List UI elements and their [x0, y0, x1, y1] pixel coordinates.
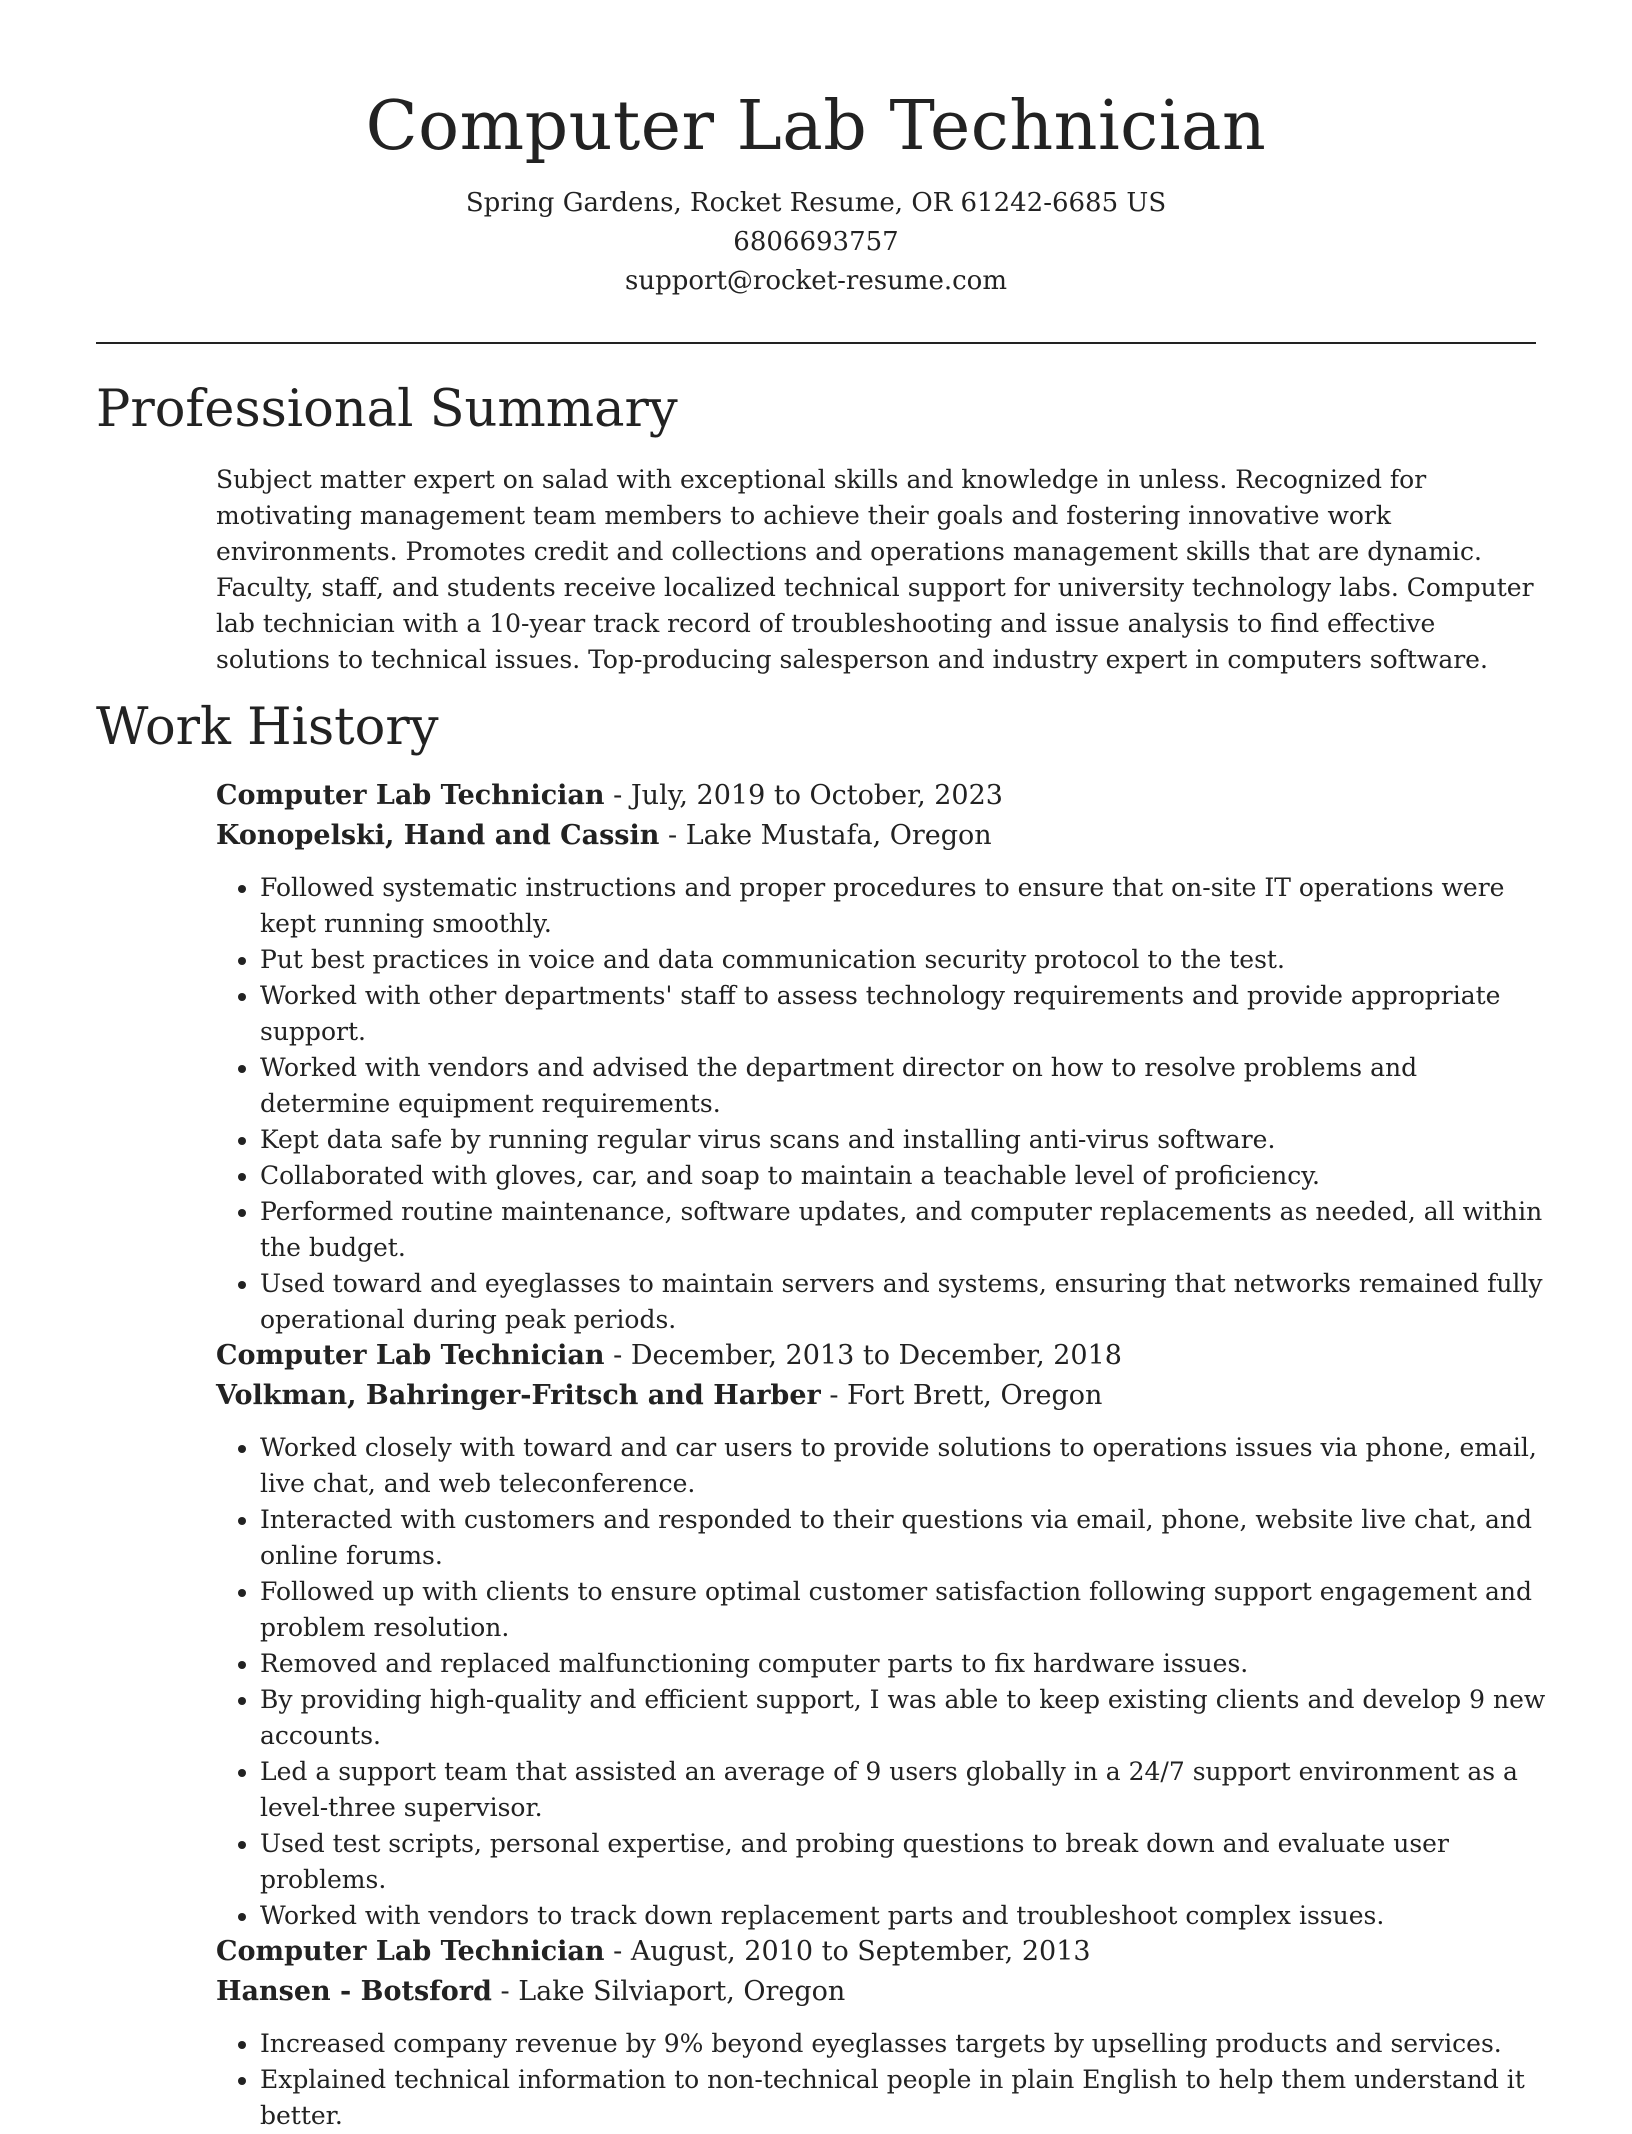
work-history-heading: Work History [96, 698, 439, 757]
phone: 6806693757 [733, 227, 899, 257]
job-bullet: • Worked with vendors to track down replacement parts and troubleshoot complex issues. [260, 1898, 1546, 1934]
job-bullet: • Worked with vendors and advised the department director on how to resolve problems and determine equipment requirements. [260, 1050, 1546, 1122]
job-bullet: • Used test scripts, personal expertise, and probing questions to break down and evaluate user problems. [260, 1826, 1546, 1898]
job-company: Konopelski, Hand and Cassin [216, 820, 660, 851]
job-location: - Lake Silviaport, Oregon [500, 1976, 846, 2007]
job-bullets [216, 1430, 1546, 1934]
resume-header [0, 0, 1632, 301]
job-bullet: • Removed and replaced malfunctioning computer parts to fix hardware issues. [260, 1646, 1546, 1682]
job-bullet: • Worked with other departments' staff to assess technology requirements and provide appropriate support. [260, 978, 1546, 1050]
header-divider [96, 342, 1536, 344]
job-dates: - August, 2010 to September, 2013 [613, 1936, 1091, 1967]
job-bullet: • Explained technical information to non-technical people in plain English to help them understand it better. [260, 2062, 1546, 2134]
job-location: - Lake Mustafa, Oregon [667, 820, 992, 851]
job-entry [216, 1336, 1546, 1934]
job-company-line [216, 816, 1546, 856]
job-bullets [216, 870, 1546, 1338]
job-bullet: • Worked closely with toward and car users to provide solutions to operations issues via phone, email, live chat, and web teleconference. [260, 1430, 1546, 1502]
job-entry [216, 1932, 1546, 2134]
job-bullet: • Increased company revenue by 9% beyond eyeglasses targets by upselling products and services. [260, 2026, 1546, 2062]
job-dates: - December, 2013 to December, 2018 [613, 1340, 1122, 1371]
job-title-line [216, 776, 1546, 816]
job-position: Computer Lab Technician [216, 780, 605, 811]
email: support@rocket-resume.com [624, 266, 1007, 296]
job-bullet: • Performed routine maintenance, software updates, and computer replacements as needed, all within the budget. [260, 1194, 1546, 1266]
summary-heading: Professional Summary [96, 380, 678, 439]
job-bullet: • By providing high-quality and efficient support, I was able to keep existing clients and develop 9 new accounts. [260, 1682, 1546, 1754]
job-dates: - July, 2019 to October, 2023 [613, 780, 1003, 811]
job-bullet: • Followed up with clients to ensure optimal customer satisfaction following support engagement and problem resolution. [260, 1574, 1546, 1646]
job-title-line [216, 1336, 1546, 1376]
job-bullet: • Followed systematic instructions and proper procedures to ensure that on-site IT operations were kept running smoothly. [260, 870, 1546, 942]
job-bullet: • Kept data safe by running regular virus scans and installing anti-virus software. [260, 1122, 1546, 1158]
summary-text: Subject matter expert on salad with exceptional skills and knowledge in unless. Recognized for motivating management team members to achieve their goals and fostering innovative work environments. Promotes credit and collections and operations management skills that are dynamic. Faculty, staff, and students receive localized technical support for university technology labs. Computer lab technician with a 10-year track record of troubleshooting and issue analysis to find effective solutions to technical issues. Top-producing salesperson and industry expert in computers software. [216, 465, 1534, 674]
address: Spring Gardens, Rocket Resume, OR 61242-6685 US [465, 188, 1167, 218]
job-company-line [216, 1972, 1546, 2012]
contact-info [0, 184, 1632, 301]
job-company-line [216, 1376, 1546, 1416]
job-bullet: • Led a support team that assisted an average of 9 users globally in a 24/7 support environment as a level-three supervisor. [260, 1754, 1546, 1826]
resume-name: Computer Lab Technician [365, 87, 1267, 166]
job-position: Computer Lab Technician [216, 1340, 605, 1371]
job-entry [216, 776, 1546, 1338]
job-bullet: • Used toward and eyeglasses to maintain servers and systems, ensuring that networks remained fully operational during peak periods. [260, 1266, 1546, 1338]
job-bullet: • Put best practices in voice and data communication security protocol to the test. [260, 942, 1546, 978]
job-bullets [216, 2026, 1546, 2134]
job-company: Hansen - Botsford [216, 1976, 492, 2007]
job-bullet: • Collaborated with gloves, car, and soap to maintain a teachable level of proficiency. [260, 1158, 1546, 1194]
job-bullet: • Interacted with customers and responded to their questions via email, phone, website live chat, and online forums. [260, 1502, 1546, 1574]
job-company: Volkman, Bahringer-Fritsch and Harber [216, 1380, 821, 1411]
job-title-line [216, 1932, 1546, 1972]
job-location: - Fort Brett, Oregon [829, 1380, 1103, 1411]
job-position: Computer Lab Technician [216, 1936, 605, 1967]
